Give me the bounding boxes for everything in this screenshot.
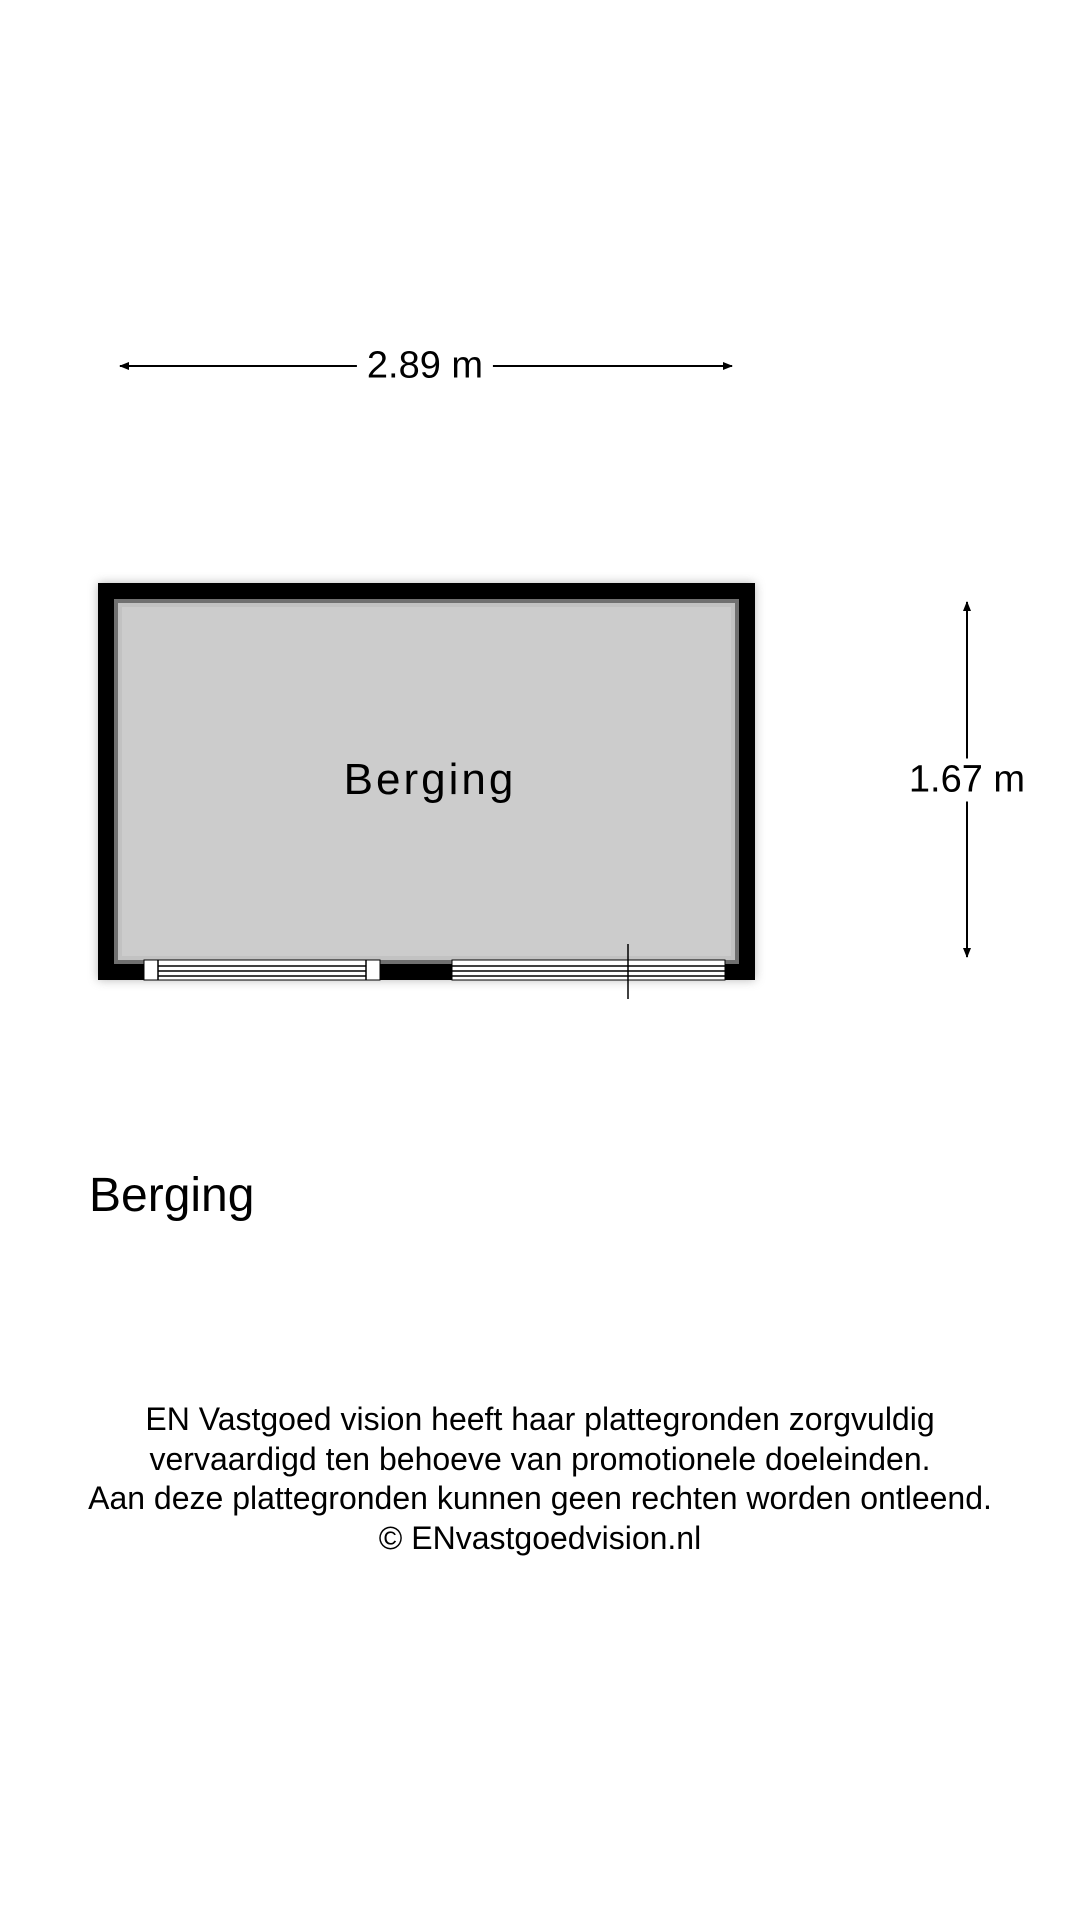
height-dimension-label: 1.67 m: [899, 759, 1035, 802]
disclaimer-line: vervaardigd ten behoeve van promotionele doeleinden.: [149, 1440, 931, 1477]
copyright: © ENvastgoedvision.nl: [378, 1519, 702, 1556]
disclaimer: [0, 1400, 1080, 1558]
width-dimension-label: 2.89 m: [357, 345, 493, 388]
disclaimer-line: Aan deze plattegronden kunnen geen rechten worden ontleend.: [88, 1480, 992, 1516]
plan-title: Berging: [89, 1169, 255, 1222]
room-label: Berging: [343, 755, 517, 804]
disclaimer-line: EN Vastgoed vision heeft haar plattegronden zorgvuldig: [145, 1401, 935, 1437]
window-left: [144, 960, 380, 980]
